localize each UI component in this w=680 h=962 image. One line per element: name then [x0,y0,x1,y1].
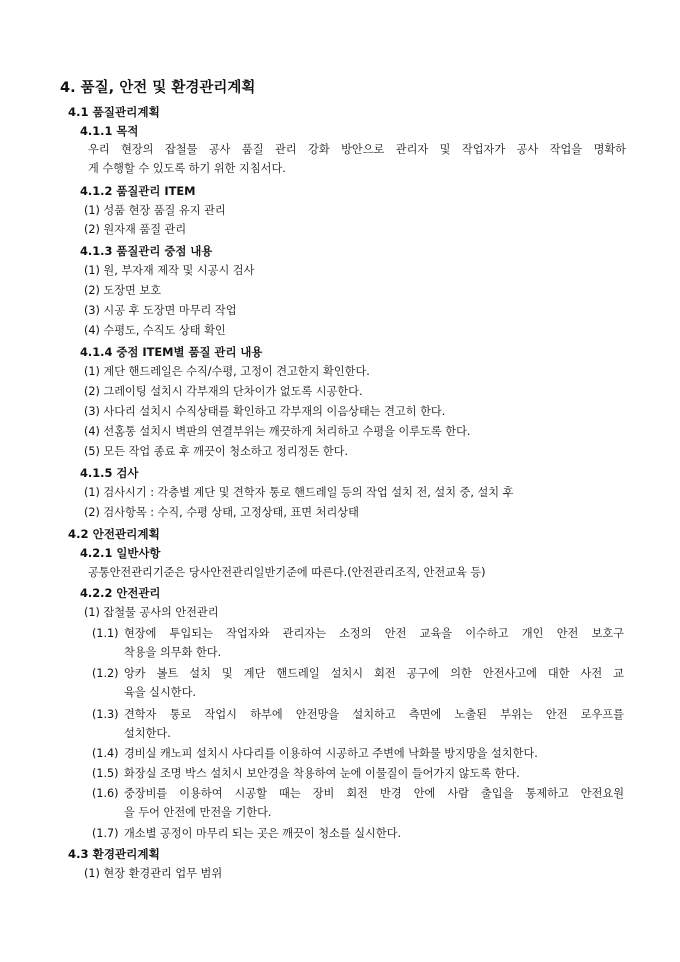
list-item: (4) 수평도, 수직도 상태 확인 [84,324,226,337]
list-item: (3) 사다리 설치시 수직상태를 확인하고 각부재의 이음상태는 견고히 한다. [84,405,446,418]
list-item: (1) 현장 환경관리 업무 범위 [84,867,223,880]
heading-4-1-5: 4.1.5 검사 [80,466,139,480]
list-item: (1) 성품 현장 품질 유지 관리 [84,204,226,217]
list-item: (2) 검사항목 : 수직, 수평 상태, 고정상태, 표면 처리상태 [84,506,359,519]
heading-4-2-1: 4.2.1 일반사항 [80,546,161,560]
heading-4-2-2: 4.2.2 안전관리 [80,586,161,600]
sub-item-text: 을 두어 안전에 만전을 기한다. [124,806,272,819]
sub-item-number: (1.6) [92,787,119,800]
heading-4-1-1: 4.1.1 목적 [80,124,139,138]
heading-4-1: 4.1 품질관리계획 [68,105,160,119]
sub-item-text: 중장비를 이용하여 시공할 때는 장비 회전 반경 안에 사람 출입을 통제하고 안전요원 [124,787,624,800]
section-title: 4. 품질, 안전 및 환경관리계획 [60,80,256,96]
list-item: (1) 검사시기 : 각층별 계단 및 견학자 통로 핸드레일 등의 작업 설치 전, 설치 중, 설치 후 [84,486,514,499]
sub-item-number: (1.4) [92,747,119,760]
heading-4-3: 4.3 환경관리계획 [68,847,160,861]
heading-4-1-4: 4.1.4 중점 ITEM별 품질 관리 내용 [80,345,263,359]
sub-item-text: 육을 실시한다. [124,686,196,699]
list-item: (2) 그레이팅 설치시 각부재의 단차이가 없도록 시공한다. [84,385,363,398]
list-item: (3) 시공 후 도장면 마무리 작업 [84,304,237,317]
heading-4-1-3: 4.1.3 품질관리 중점 내용 [80,244,213,258]
list-item: (4) 선홈통 설치시 벽판의 연결부위는 깨끗하게 처리하고 수평을 이루도록 한다. [84,425,471,438]
sub-item-text: 앙카 볼트 설치 및 계단 핸드레일 설치시 회전 공구에 의한 안전사고에 대한 사전 교 [124,667,624,680]
list-item: (2) 도장면 보호 [84,284,161,297]
sub-item-text: 착용을 의무화 한다. [124,646,222,659]
sub-item-number: (1.2) [92,667,119,680]
list-item: (5) 모든 작업 종료 후 깨끗이 청소하고 정리정돈 한다. [84,445,348,458]
sub-item-number: (1.5) [92,767,119,780]
list-item: (1) 잡철물 공사의 안전관리 [84,606,219,619]
heading-4-1-2: 4.1.2 품질관리 ITEM [80,184,196,198]
list-item: (1) 원, 부자재 제작 및 시공시 검사 [84,264,255,277]
sub-item-number: (1.3) [92,708,119,721]
paragraph-line: 공통안전관리기준은 당사안전관리일반기준에 따른다.(안전관리조직, 안전교육 등) [88,566,486,579]
list-item: (1) 계단 핸드레일은 수직/수평, 고정이 견고한지 확인한다. [84,365,370,378]
heading-4-2: 4.2 안전관리계획 [68,527,160,541]
sub-item-text: 설치한다. [124,727,171,740]
paragraph-line: 우리 현장의 잡철물 공사 품질 관리 강화 방안으로 관리자 및 작업자가 공사 작업을 명확하 [88,143,626,156]
sub-item-text: 화장실 조명 박스 설치시 보안경을 착용하여 눈에 이물질이 들어가지 않도록 한다. [124,767,520,780]
sub-item-number: (1.7) [92,827,119,840]
paragraph-line: 게 수행할 수 있도록 하기 위한 지침서다. [88,162,286,175]
sub-item-text: 개소별 공정이 마무리 되는 곳은 깨끗이 청소를 실시한다. [124,827,402,840]
sub-item-text: 현장에 투입되는 작업자와 관리자는 소정의 안전 교육을 이수하고 개인 안전 보호구 [124,627,624,640]
list-item: (2) 원자재 품질 관리 [84,223,187,236]
sub-item-text: 견학자 통로 작업시 하부에 안전망을 설치하고 측면에 노출된 부위는 안전 로우프를 [124,708,624,721]
sub-item-number: (1.1) [92,627,119,640]
sub-item-text: 경비실 캐노피 설치시 사다리를 이용하여 시공하고 주변에 낙화물 방지망을 설치한다. [124,747,538,760]
